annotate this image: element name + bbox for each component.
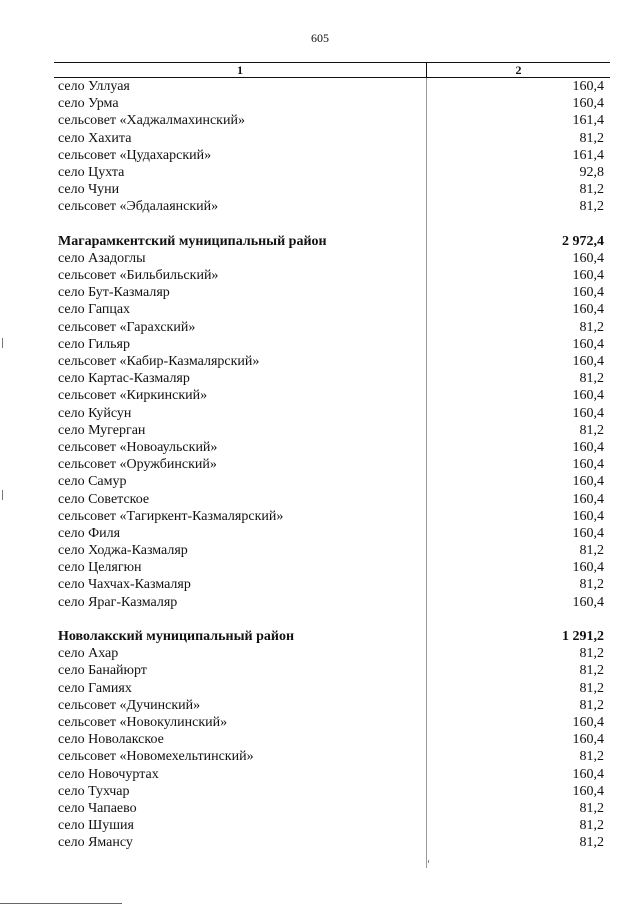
amount-value: 160,4 bbox=[572, 302, 604, 318]
table-row bbox=[54, 473, 610, 490]
table-row bbox=[54, 800, 610, 817]
table-row bbox=[54, 748, 610, 765]
table-row bbox=[54, 112, 610, 129]
settlement-name: село Целягюн bbox=[58, 560, 142, 576]
table-row bbox=[54, 783, 610, 800]
settlement-name: сельсовет «Бильбильский» bbox=[58, 268, 219, 284]
amount-value: 81,2 bbox=[579, 371, 604, 387]
table-row bbox=[54, 130, 610, 147]
amount-value: 160,4 bbox=[572, 354, 604, 369]
district-total: 1 291,2 bbox=[562, 629, 604, 644]
table-row bbox=[54, 250, 610, 267]
settlement-name: село Хахита bbox=[58, 130, 132, 146]
settlement-name: сельсовет «Тагиркент-Казмалярский» bbox=[58, 508, 284, 524]
table-row bbox=[54, 301, 610, 318]
settlement-name: село Тухчар bbox=[58, 783, 130, 799]
footnote-rule bbox=[0, 903, 122, 904]
table-row bbox=[54, 559, 610, 576]
amount-value: 81,2 bbox=[579, 182, 604, 198]
settlement-name: село Мугерган bbox=[58, 422, 146, 438]
table-row bbox=[54, 422, 610, 439]
table-row bbox=[54, 336, 610, 353]
column-header-1: 1 bbox=[54, 63, 427, 77]
amount-value: 81,2 bbox=[579, 680, 604, 696]
settlement-name: село Азадоглы bbox=[58, 250, 146, 266]
amount-value: 160,4 bbox=[572, 732, 604, 748]
table-row bbox=[54, 766, 610, 783]
settlement-name: сельсовет «Дучинский» bbox=[58, 697, 201, 713]
settlement-name: сельсовет «Киркинский» bbox=[58, 388, 208, 404]
amount-value: 81,2 bbox=[579, 422, 604, 438]
amount-value: 81,2 bbox=[579, 543, 604, 559]
settlement-name: сельсовет «Гарахский» bbox=[58, 319, 196, 335]
group-spacer bbox=[54, 611, 610, 628]
amount-value: 81,2 bbox=[579, 646, 604, 662]
table-row bbox=[54, 164, 610, 181]
table-row bbox=[54, 387, 610, 404]
amount-value: 160,4 bbox=[572, 714, 604, 730]
table-row bbox=[54, 456, 610, 473]
table-row bbox=[54, 680, 610, 697]
table-row bbox=[54, 594, 610, 611]
table-row bbox=[54, 198, 610, 215]
settlement-name: село Уллуая bbox=[58, 79, 130, 94]
settlement-name: село Ахар bbox=[58, 646, 119, 662]
amount-value: 161,4 bbox=[572, 147, 604, 163]
amount-value: 160,4 bbox=[572, 508, 604, 524]
table-row bbox=[54, 353, 610, 370]
settlement-name: сельсовет «Новокулинский» bbox=[58, 714, 228, 730]
amount-value: 92,8 bbox=[579, 164, 604, 180]
amount-value: 160,4 bbox=[572, 79, 604, 94]
district-name: Магарамкентский муниципальный район bbox=[58, 233, 327, 249]
table-row bbox=[54, 267, 610, 284]
settlement-name: село Гамиях bbox=[58, 680, 132, 696]
table-row bbox=[54, 370, 610, 387]
settlement-name: сельсовет «Эбдалаянский» bbox=[58, 199, 219, 215]
table-row bbox=[54, 319, 610, 336]
settlement-name: село Советское bbox=[58, 491, 150, 507]
settlement-name: село Самур bbox=[58, 474, 127, 490]
group-spacer bbox=[54, 216, 610, 233]
table-row bbox=[54, 78, 610, 95]
amount-value: 160,4 bbox=[572, 594, 604, 610]
district-name: Новолакский муниципальный район bbox=[58, 629, 295, 644]
settlement-name: село Бут-Казмаляр bbox=[58, 285, 170, 301]
table-row bbox=[54, 645, 610, 662]
district-row bbox=[54, 233, 610, 250]
scan-artifact bbox=[428, 860, 429, 863]
amount-value: 81,2 bbox=[579, 130, 604, 146]
settlement-name: село Картас-Казмаляр bbox=[58, 371, 190, 387]
table-row bbox=[54, 95, 610, 112]
amount-value: 160,4 bbox=[572, 457, 604, 473]
table-row bbox=[54, 439, 610, 456]
settlement-name: село Филя bbox=[58, 525, 121, 541]
amount-value: 81,2 bbox=[579, 818, 604, 834]
amount-value: 160,4 bbox=[572, 405, 604, 421]
settlement-name: село Банайюрт bbox=[58, 663, 147, 679]
settlement-name: село Чапаево bbox=[58, 800, 137, 816]
settlement-name: село Новочуртах bbox=[58, 766, 159, 782]
settlement-name: село Чахчах-Казмаляр bbox=[58, 577, 191, 593]
table-row bbox=[54, 284, 610, 301]
settlement-name: сельсовет «Кабир-Казмалярский» bbox=[58, 354, 260, 369]
amount-value: 160,4 bbox=[572, 388, 604, 404]
amount-value: 81,2 bbox=[579, 319, 604, 335]
settlement-name: сельсовет «Новоаульский» bbox=[58, 439, 218, 455]
table-row bbox=[54, 714, 610, 731]
table-row bbox=[54, 508, 610, 525]
table-row bbox=[54, 542, 610, 559]
table-row bbox=[54, 697, 610, 714]
amount-value: 160,4 bbox=[572, 560, 604, 576]
budget-table bbox=[54, 62, 610, 851]
settlement-name: село Чуни bbox=[58, 182, 120, 198]
column-divider bbox=[426, 78, 427, 868]
amount-value: 160,4 bbox=[572, 783, 604, 799]
margin-mark bbox=[2, 338, 3, 348]
amount-value: 160,4 bbox=[572, 96, 604, 112]
table-row bbox=[54, 731, 610, 748]
table-row bbox=[54, 576, 610, 593]
page-number: 605 bbox=[311, 31, 329, 45]
settlement-name: село Гильяр bbox=[58, 336, 130, 352]
settlement-name: сельсовет «Хаджалмахинский» bbox=[58, 113, 245, 129]
amount-value: 81,2 bbox=[579, 697, 604, 713]
table-row bbox=[54, 147, 610, 164]
amount-value: 160,4 bbox=[572, 474, 604, 490]
table-header-row bbox=[54, 62, 610, 78]
amount-value: 160,4 bbox=[572, 491, 604, 507]
table-row bbox=[54, 405, 610, 422]
settlement-name: село Гапцах bbox=[58, 302, 131, 318]
table-row bbox=[54, 181, 610, 198]
settlement-name: село Яраг-Казмаляр bbox=[58, 594, 178, 610]
amount-value: 161,4 bbox=[572, 113, 604, 129]
amount-value: 160,4 bbox=[572, 766, 604, 782]
settlement-name: село Ходжа-Казмаляр bbox=[58, 543, 188, 559]
table-row bbox=[54, 491, 610, 508]
settlement-name: село Новолакское bbox=[58, 732, 164, 748]
settlement-name: село Цухта bbox=[58, 164, 125, 180]
margin-mark bbox=[2, 490, 3, 500]
settlement-name: село Шушия bbox=[58, 818, 134, 834]
district-row bbox=[54, 628, 610, 645]
table-row bbox=[54, 662, 610, 679]
district-total: 2 972,4 bbox=[562, 233, 604, 249]
table-row bbox=[54, 834, 610, 851]
amount-value: 160,4 bbox=[572, 285, 604, 301]
amount-value: 81,2 bbox=[579, 199, 604, 215]
amount-value: 81,2 bbox=[579, 835, 604, 851]
settlement-name: сельсовет «Цудахарский» bbox=[58, 147, 212, 163]
settlement-name: сельсовет «Оружбинский» bbox=[58, 457, 217, 473]
table-row bbox=[54, 817, 610, 834]
amount-value: 160,4 bbox=[572, 439, 604, 455]
amount-value: 81,2 bbox=[579, 663, 604, 679]
column-header-2: 2 bbox=[515, 63, 522, 77]
amount-value: 160,4 bbox=[572, 250, 604, 266]
amount-value: 160,4 bbox=[572, 336, 604, 352]
settlement-name: село Ямансу bbox=[58, 835, 133, 851]
amount-value: 81,2 bbox=[579, 749, 604, 765]
table-body bbox=[54, 78, 610, 851]
amount-value: 81,2 bbox=[579, 577, 604, 593]
settlement-name: сельсовет «Новомехельтинский» bbox=[58, 749, 254, 765]
amount-value: 160,4 bbox=[572, 268, 604, 284]
amount-value: 81,2 bbox=[579, 800, 604, 816]
settlement-name: село Урма bbox=[58, 96, 119, 112]
table-row bbox=[54, 525, 610, 542]
settlement-name: село Куйсун bbox=[58, 405, 132, 421]
amount-value: 160,4 bbox=[572, 525, 604, 541]
